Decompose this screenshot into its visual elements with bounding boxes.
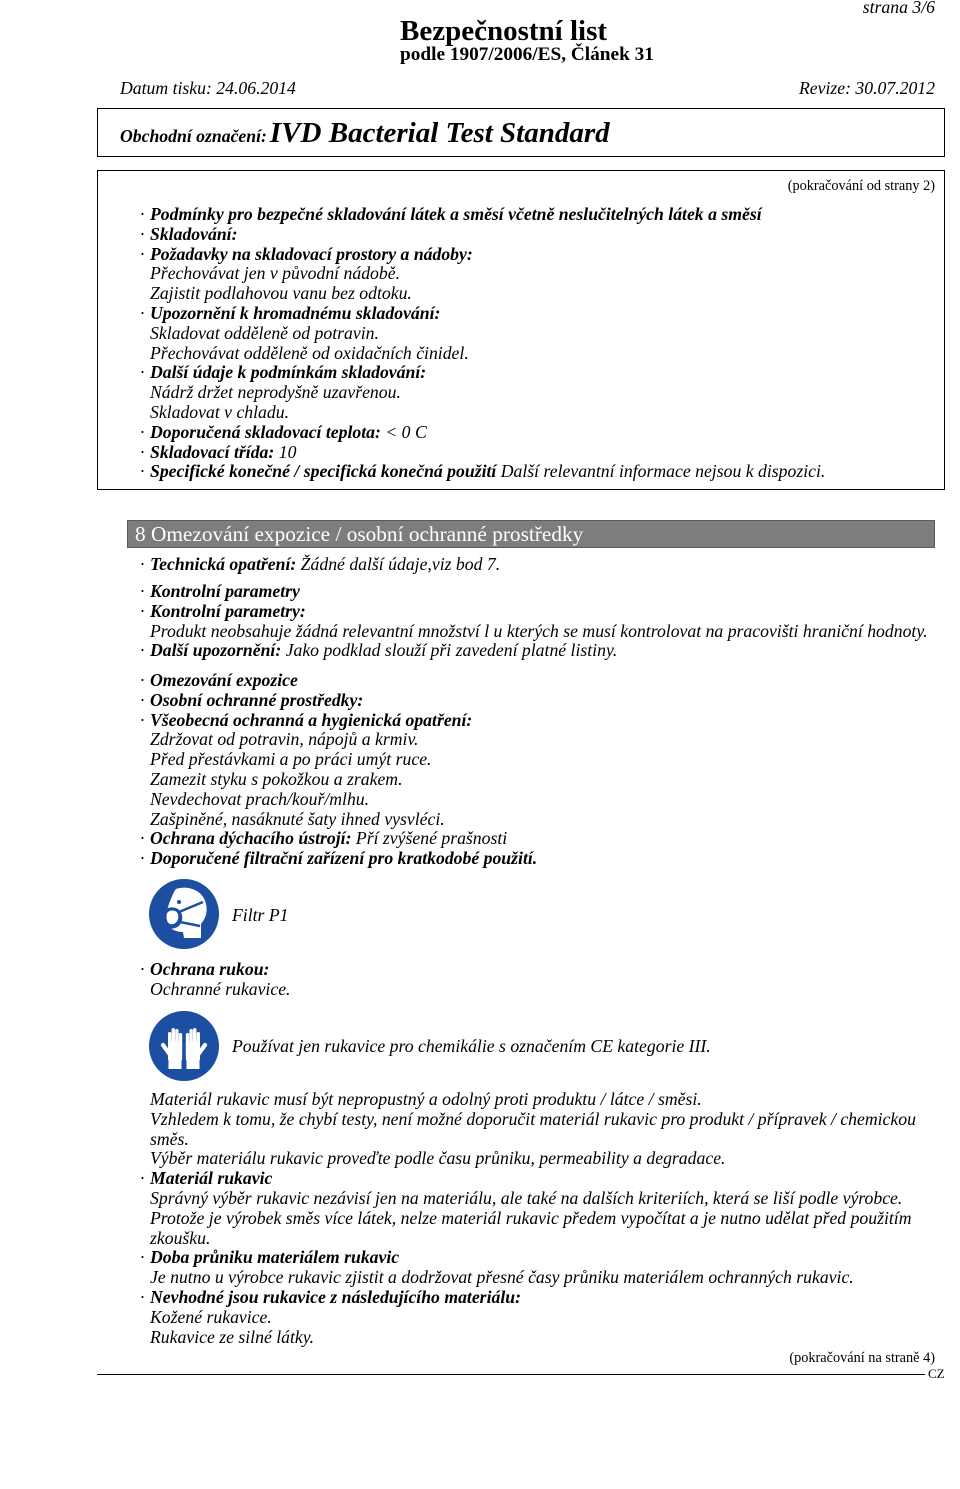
continued-from-note: (pokračování od strany 2) — [787, 178, 935, 194]
line-label: Doporučené filtrační zařízení pro kratkodobé použití. — [150, 848, 538, 869]
bullet: · — [140, 689, 145, 710]
filter-type: Filtr P1 — [232, 905, 289, 925]
sds-text-line: Zajistit podlahovou vanu bez odtoku. — [150, 283, 412, 304]
unsuitable-gloves-heading — [140, 1288, 916, 1308]
storage-requirements-heading — [140, 245, 825, 265]
sds-text-line: Zamezit styku s pokožkou a zrakem. — [150, 768, 403, 789]
further-storage-info-heading — [140, 363, 825, 383]
joint-storage-heading — [140, 304, 825, 324]
exposure-controls — [140, 671, 537, 869]
document-subtitle: podle 1907/2006/ES, Článek 31 — [400, 44, 654, 65]
line-value: Jako podklad slouží při zavedení platné listiny. — [285, 640, 618, 661]
technical-measures — [140, 555, 500, 575]
bullet: · — [140, 709, 145, 730]
penetration-time-heading — [140, 1248, 916, 1268]
line-label: Podmínky pro bezpečné skladování látek a směsí včetně neslučitelných látek a směsí — [150, 204, 762, 224]
hand-protection-heading — [140, 960, 290, 980]
line-value: < 0 C — [385, 421, 427, 442]
sds-text-line: Zašpiněné, nasáknuté šaty ihned vysvléci. — [150, 808, 445, 829]
sds-text-line: Vzhledem k tomu, že chybí testy, není možné doporučit materiál rukavic pro produkt / přípravek / chemickou — [150, 1108, 916, 1129]
line-label: Skladování: — [150, 223, 238, 244]
language-code: CZ — [928, 1366, 945, 1381]
line-label: Doporučená skladovací teplota: — [150, 421, 381, 442]
line-label: Skladovací třída: — [150, 441, 275, 462]
bullet: · — [140, 581, 145, 601]
line-label: Doba průniku materiálem rukavic — [150, 1247, 400, 1268]
document-title: Bezpečnostní list — [400, 15, 608, 47]
sds-text-line: Skladovat odděleně od potravin. — [150, 322, 379, 343]
storage-class — [140, 443, 825, 463]
product-identifier — [120, 115, 610, 156]
ppe-heading — [140, 691, 537, 711]
hygiene-measures-heading — [140, 711, 537, 731]
line-value: Další relevantní informace nejsou k dispozici. — [500, 461, 826, 482]
additional-information — [140, 641, 928, 661]
storage-heading — [140, 225, 825, 245]
line-label: Všeobecná ochranná a hygienická opatření: — [150, 709, 473, 730]
control-parameters-subheading — [140, 602, 928, 622]
bullet: · — [140, 1247, 145, 1268]
bullet: · — [140, 302, 145, 323]
line-label: Specifické konečné / specifická konečná použití — [150, 461, 497, 482]
sds-text-line: Skladovat v chladu. — [150, 401, 290, 422]
control-parameters-heading — [140, 582, 928, 602]
footer-rule — [97, 1374, 925, 1375]
bullet: · — [140, 670, 145, 690]
bullet: · — [140, 204, 145, 224]
technical-measures-line — [140, 555, 500, 575]
line-label: Nevhodné jsou rukavice z následujícího materiálu: — [150, 1286, 521, 1307]
revision-date: Revize: 30.07.2012 — [798, 78, 935, 98]
recommended-storage-temperature — [140, 423, 825, 443]
bullet: · — [140, 441, 145, 462]
bullet: · — [140, 959, 145, 979]
line-label: Další údaje k podmínkám skladování: — [150, 362, 427, 383]
line-label: Další upozornění: — [150, 640, 282, 661]
sds-text-line: zkoušku. — [150, 1227, 211, 1248]
sds-text-line: Správný výběr rukavic nezávisí jen na materiálu, ale také na dalších kriteriích, která se liší podle výrobce. — [150, 1187, 903, 1208]
line-label: Omezování expozice — [150, 670, 298, 690]
gloves-notice: Používat jen rukavice pro chemikálie s označením CE kategorie III. — [232, 1036, 711, 1056]
line-label: Ochrana dýchacího ústrojí: — [150, 828, 352, 849]
control-parameters — [140, 582, 928, 661]
sds-text-line: Přechovávat jen v původní nádobě. — [150, 263, 401, 284]
sds-text-line: Zdržovat od potravin, nápojů a krmiv. — [150, 729, 419, 750]
line-label: Technická opatření: — [150, 554, 297, 574]
bullet: · — [140, 421, 145, 442]
bullet: · — [140, 828, 145, 849]
line-label: Osobní ochranné prostředky: — [150, 689, 364, 710]
storage-conditions-heading — [140, 205, 825, 225]
page-number: strana 3/6 — [862, 0, 935, 17]
line-value: Pří zvýšené prašnosti — [355, 828, 508, 849]
section8-heading: 8 Omezování expozice / osobní ochranné prostředky — [127, 520, 935, 548]
specific-end-uses — [140, 462, 825, 482]
product-name: IVD Bacterial Test Standard — [269, 117, 610, 149]
line-label: Ochrana rukou: — [150, 959, 270, 979]
sds-text-line: Ochranné rukavice. — [150, 978, 291, 999]
print-date: Datum tisku: 24.06.2014 — [120, 78, 296, 98]
bullet: · — [140, 554, 145, 574]
respirator-mandatory-icon — [148, 878, 220, 950]
sds-text-line: Rukavice ze silné látky. — [150, 1326, 315, 1347]
section7-lines — [140, 205, 825, 482]
bullet: · — [140, 1286, 145, 1307]
product-label: Obchodní označení: — [120, 126, 267, 146]
bullet: · — [140, 243, 145, 264]
sds-text-line: Je nutno u výrobce rukavic zjistit a dodržovat přesné časy průniku materiálem ochranných rukavic. — [150, 1267, 854, 1288]
sds-text-line: Nevdechovat prach/kouř/mlhu. — [150, 788, 370, 809]
bullet: · — [140, 461, 145, 482]
gloves-mandatory-icon — [148, 1010, 220, 1082]
sds-text-line: Nádrž držet neprodyšně uzavřenou. — [150, 382, 401, 403]
line-label: Kontrolní parametry — [150, 581, 300, 601]
recommended-filter-heading — [140, 849, 537, 869]
line-value: Žádné další údaje,viz bod 7. — [300, 554, 501, 574]
continued-to-note: (pokračování na straně 4) — [789, 1350, 935, 1366]
glove-material-heading — [140, 1169, 916, 1189]
line-label: Upozornění k hromadnému skladování: — [150, 302, 441, 323]
exposure-controls-heading — [140, 671, 537, 691]
sds-text-line: Výběr materiálu rukavic proveďte podle času průniku, permeability a degradace. — [150, 1148, 726, 1169]
bullet: · — [140, 600, 145, 621]
glove-details — [140, 1090, 916, 1347]
line-value: 10 — [278, 441, 297, 462]
sds-text-line: směs. — [150, 1128, 189, 1149]
bullet: · — [140, 1168, 145, 1189]
bullet: · — [140, 848, 145, 869]
sds-text-line: Kožené rukavice. — [150, 1306, 272, 1327]
bullet: · — [140, 362, 145, 383]
line-label: Materiál rukavic — [150, 1168, 273, 1189]
line-label: Požadavky na skladovací prostory a nádoby: — [150, 243, 473, 264]
sds-text-line: Před přestávkami a po práci umýt ruce. — [150, 749, 432, 770]
sds-text-line: Materiál rukavic musí být nepropustný a odolný proti produktu / látce / směsi. — [150, 1089, 702, 1109]
sds-text-line: Přechovávat odděleně od oxidačních činidel. — [150, 342, 469, 363]
line-label: Kontrolní parametry: — [150, 600, 306, 621]
hand-protection — [140, 960, 290, 1000]
bullet: · — [140, 640, 145, 661]
bullet: · — [140, 223, 145, 244]
sds-text-line: Protože je výrobek směs více látek, nelze materiál rukavic předem vypočítat a je nutno udělat před použitím — [150, 1207, 912, 1228]
respiratory-protection — [140, 829, 537, 849]
sds-text-line: Produkt neobsahuje žádná relevantní množství l u kterých se musí kontrolovat na pracovišti hraniční hodnoty. — [150, 620, 928, 641]
